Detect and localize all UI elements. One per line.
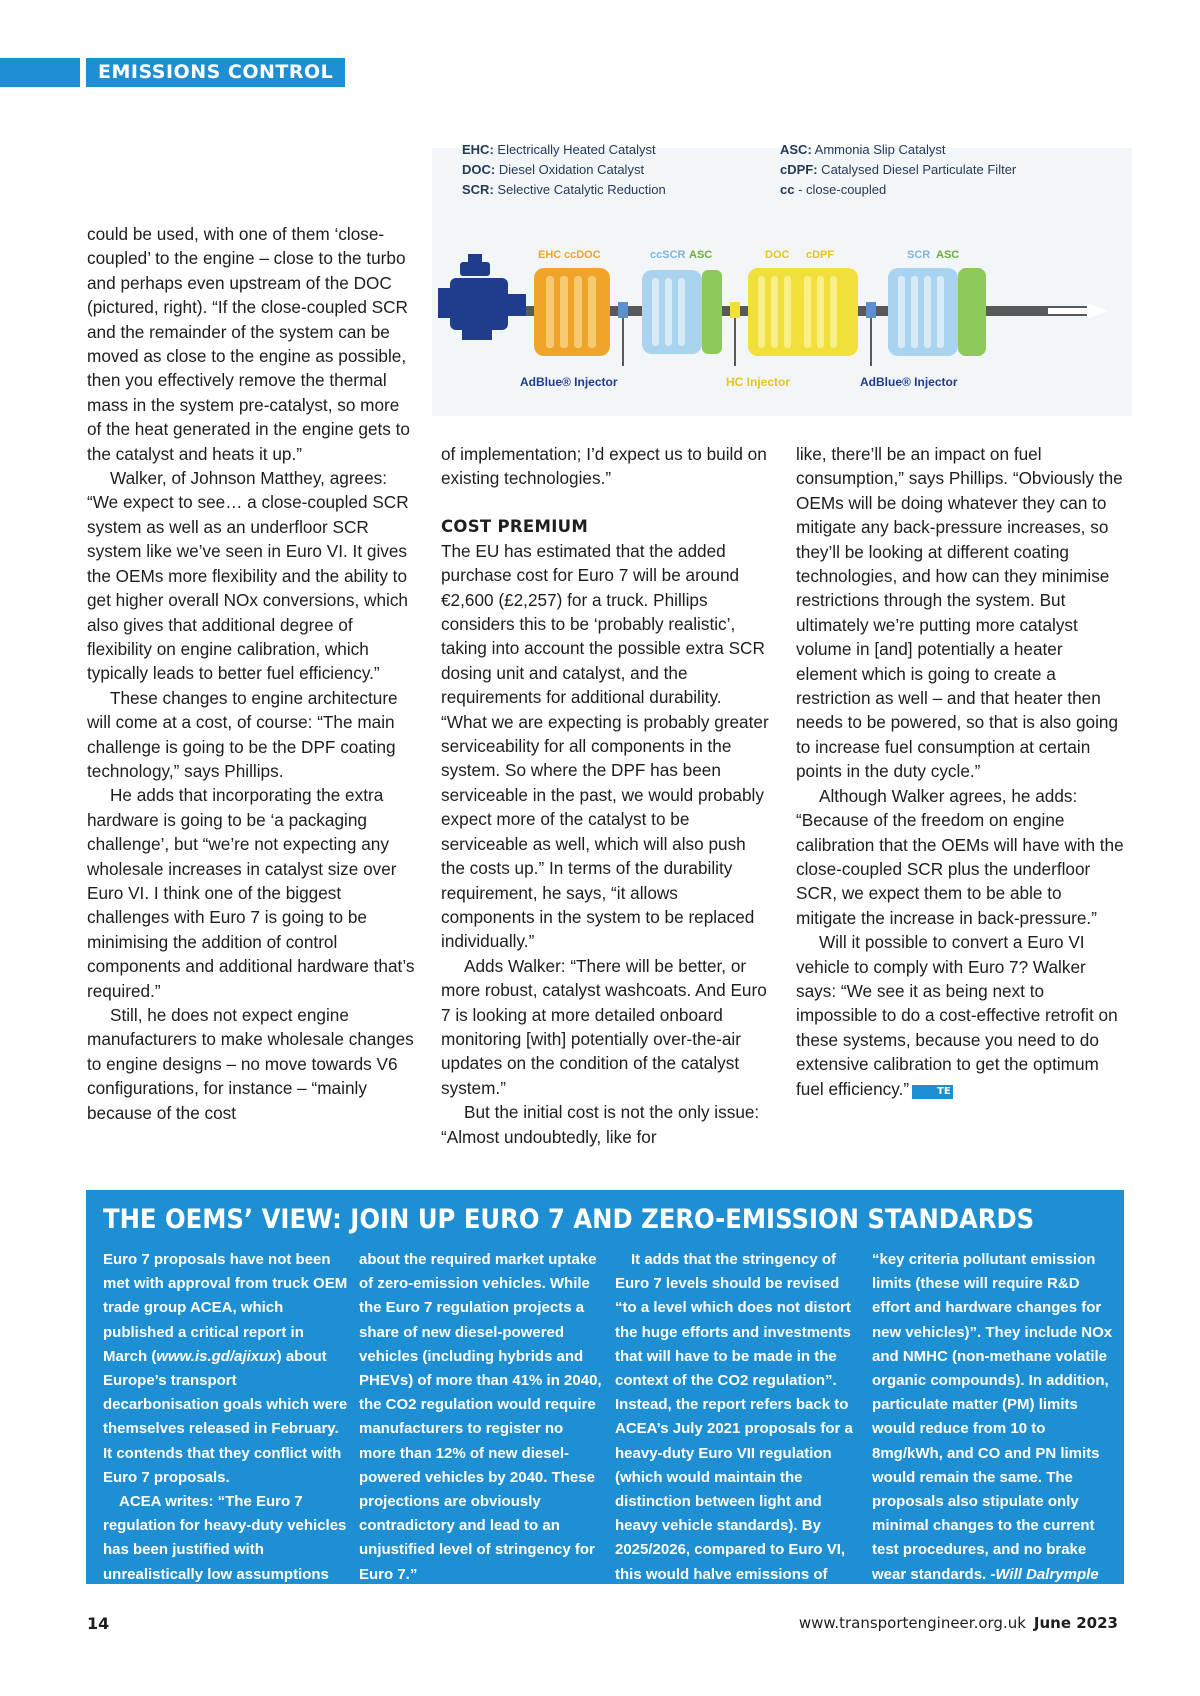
label-adblue-injector-2: AdBlue® Injector xyxy=(860,375,958,389)
legend-item-ehc: EHC: Electrically Heated Catalyst xyxy=(462,142,656,157)
label-asc-2: ASC xyxy=(936,249,960,261)
scr-asc-catalyst xyxy=(888,268,986,356)
label-ehc: EHC xyxy=(538,249,562,261)
flow-arrow-shaft xyxy=(1048,308,1092,314)
ehc-ccdoc-catalyst xyxy=(534,268,610,356)
label-scr: SCR xyxy=(907,249,931,261)
article-paragraph: Adds Walker: “There will be better, or more robust, catalyst washcoats. And Euro 7 is looking at more detailed onboard monitoring [with] potentially over-the-air updates on the condition of the catalyst system.” xyxy=(441,955,767,1098)
article-paragraph: could be used, with one of them ‘close-coupled’ to the engine – close to the turbo and perhaps even upstream of the DOC (pictured, right). “If the close-coupled SCR and the remainder of the system can be moved as close to the engine as possible, then you effectively remove the thermal mass in the system pre-catalyst, so more of the heat generated in the engine gets to the catalyst and heats it up.” xyxy=(87,224,410,464)
adblue-injector-1-icon xyxy=(618,302,628,318)
boxout-column-4 xyxy=(872,1248,1117,1587)
label-doc: DOC xyxy=(765,249,790,261)
oems-view-boxout xyxy=(86,1190,1124,1584)
end-mark-icon: TE xyxy=(912,1085,953,1099)
article-paragraph: The EU has estimated that the added purchase cost for Euro 7 will be around €2,600 (£2,257) for a truck. Phillips considers this to be ‘probably realistic’, taking into account the possible extra SCR dosing unit and catalyst, and the requirements for additional durability. “What we are expecting is probably greater serviceability for all components in the system. So where the DPF has been serviceable in the past, we would probably expect more of the catalyst to be serviceable as well, which will also push the costs up.” In terms of the durability requirement, he says, “it allows components in the system to be replaced individually.” xyxy=(441,540,769,952)
page-number: 14 xyxy=(87,1614,110,1633)
exhaust-aftertreatment-svg xyxy=(432,148,1132,416)
article-paragraph: These changes to engine architecture will come at a cost, of course: “The main challenge is going to be the DPF coating technology,” says Phillips. xyxy=(87,687,398,781)
article-column-3 xyxy=(796,442,1126,1101)
article-paragraph: Still, he does not expect engine manufacturers to make wholesale changes to engine designs – no move towards V6 configurations, for instance – “mainly because of the cost xyxy=(87,1005,414,1123)
legend-item-cdpf: cDPF: Catalysed Diesel Particulate Filter xyxy=(780,162,1017,177)
doc-cdpf-catalyst xyxy=(748,268,858,356)
boxout-paragraph xyxy=(103,1248,348,1490)
boxout-text: Euro 7 proposals have not been met with approval from truck OEM trade group ACEA, which published a critical report in March ( xyxy=(103,1251,348,1365)
article-paragraph: But the initial cost is not the only issue: “Almost undoubtedly, like for xyxy=(441,1102,760,1147)
boxout-paragraph xyxy=(872,1248,1117,1587)
label-ccscr: ccSCR xyxy=(650,249,686,261)
label-hc-injector: HC Injector xyxy=(726,375,791,389)
article-paragraph-final xyxy=(796,930,1126,1101)
hc-injector-icon xyxy=(730,302,740,318)
label-ccdoc: ccDOC xyxy=(564,249,601,261)
subheading-cost-premium: COST PREMIUM xyxy=(441,516,589,536)
boxout-text: ) about Europe’s transport decarbonisation goals which were themselves released in February. It contends that they conflict with Euro 7 proposals. xyxy=(103,1347,348,1486)
boxout-column-3 xyxy=(615,1248,860,1587)
boxout-byline: -Will Dalrymple xyxy=(990,1565,1099,1583)
boxout-column-1 xyxy=(103,1248,348,1587)
boxout-paragraph: about the required market uptake of zero-emission vehicles. While the Euro 7 regulation projects a share of new diesel-powered vehicles (including hybrids and PHEVs) of more than 41% in 2040, the CO2 regulation would require manufacturers to register no more than 12% of new diesel-powered vehicles by 2040. These projections are obviously contradictory and lead to an unjustified level of stringency for Euro 7.” xyxy=(359,1251,602,1583)
footer-url[interactable]: www.transportengineer.org.uk xyxy=(798,1614,1026,1632)
legend-item-doc: DOC: Diesel Oxidation Catalyst xyxy=(462,162,645,177)
article-final-text: Will it possible to convert a Euro VI vehicle to comply with Euro 7? Walker says: “We see it as being next to impossible to do a cost-effective retrofit on these systems, because you need to do extensive calibration to get the optimum fuel efficiency.” xyxy=(796,932,1118,1099)
legend-item-scr: SCR: Selective Catalytic Reduction xyxy=(462,182,666,197)
adblue-injector-2-icon xyxy=(866,302,876,318)
article-column-2 xyxy=(441,442,771,1149)
article-paragraph: Although Walker agrees, he adds: “Because of the freedom on engine calibration that the OEMs will have with the close-coupled SCR plus the underfloor SCR, we expect them to be able to mitigate the increase in back-pressure.” xyxy=(796,785,1124,928)
legend-item-cc: cc - close-coupled xyxy=(780,182,887,197)
ccscr-asc-catalyst xyxy=(642,270,722,354)
article-column-1 xyxy=(87,222,417,1125)
article-paragraph: of implementation; I’d expect us to build on existing technologies.” xyxy=(441,444,767,489)
section-label: EMISSIONS CONTROL xyxy=(86,58,345,87)
boxout-link[interactable]: www.is.gd/ajixux xyxy=(156,1347,277,1365)
legend-item-asc: ASC: Ammonia Slip Catalyst xyxy=(780,142,946,157)
boxout-text: “key criteria pollutant emission limits (these will require R&D effort and hardware changes for new vehicles)”. They include NOx and NMHC (non-methane volatile organic compounds). In addition, particulate matter (PM) limits would reduce from 10 to 8mg/kWh, and CO and PN limits would remain the same. The proposals also stipulate only minimal changes to the current test procedures, and no brake wear standards. xyxy=(872,1251,1113,1583)
label-cdpf: cDPF xyxy=(806,249,835,261)
article-paragraph: Walker, of Johnson Matthey, agrees: “We expect to see… a close-coupled SCR system as well as an underfloor SCR system like we’ve seen in Euro VI. It gives the OEMs more flexibility and the ability to get higher overall NOx conversions, which also gives that additional degree of flexibility on engine calibration, which typically leads to better fuel efficiency.” xyxy=(87,468,409,684)
section-accent-bar xyxy=(0,58,80,87)
article-paragraph: He adds that incorporating the extra hardware is going to be ‘a packaging challenge’, but “we’re not expecting any wholesale increases in catalyst size over Euro VI. I think one of the biggest challenges with Euro 7 is going to be minimising the addition of control components and additional hardware that’s required.” xyxy=(87,785,415,1001)
emissions-system-diagram xyxy=(432,142,1132,416)
label-asc-1: ASC xyxy=(689,249,713,261)
footer-date: June 2023 xyxy=(1033,1614,1118,1632)
boxout-column-2 xyxy=(359,1248,604,1587)
article-paragraph: like, there’ll be an impact on fuel consumption,” says Phillips. “Obviously the OEMs will be doing whatever they can to mitigate any back-pressure increases, so they’ll be looking at different coating technologies, and how can they minimise restrictions through the system. But ultimately we’re putting more catalyst volume in [and] potentially a heater element which is going to create a restriction as well – and that heater then needs to be powered, so that is also going to increase fuel consumption at certain points in the duty cycle.” xyxy=(796,444,1123,782)
label-adblue-injector-1: AdBlue® Injector xyxy=(520,375,618,389)
boxout-title: THE OEMS’ VIEW: JOIN UP EURO 7 AND ZERO-EMISSION STANDARDS xyxy=(103,1204,1035,1235)
footer-info xyxy=(799,1614,1118,1632)
engine-icon xyxy=(438,254,526,340)
boxout-paragraph: It adds that the stringency of Euro 7 levels should be revised “to a level which does not distort the huge efforts and investments that will have to be made in the context of the CO2 regulation”. Instead, the report refers back to ACEA’s July 2021 proposals for a heavy-duty Euro VII regulation (which would maintain the distinction between light and heavy vehicle standards). By 2025/2026, compared to Euro VI, this would halve emissions of xyxy=(615,1251,853,1583)
boxout-paragraph: ACEA writes: “The Euro 7 regulation for heavy-duty vehicles has been justified with unrealistically low assumptions xyxy=(103,1493,347,1583)
